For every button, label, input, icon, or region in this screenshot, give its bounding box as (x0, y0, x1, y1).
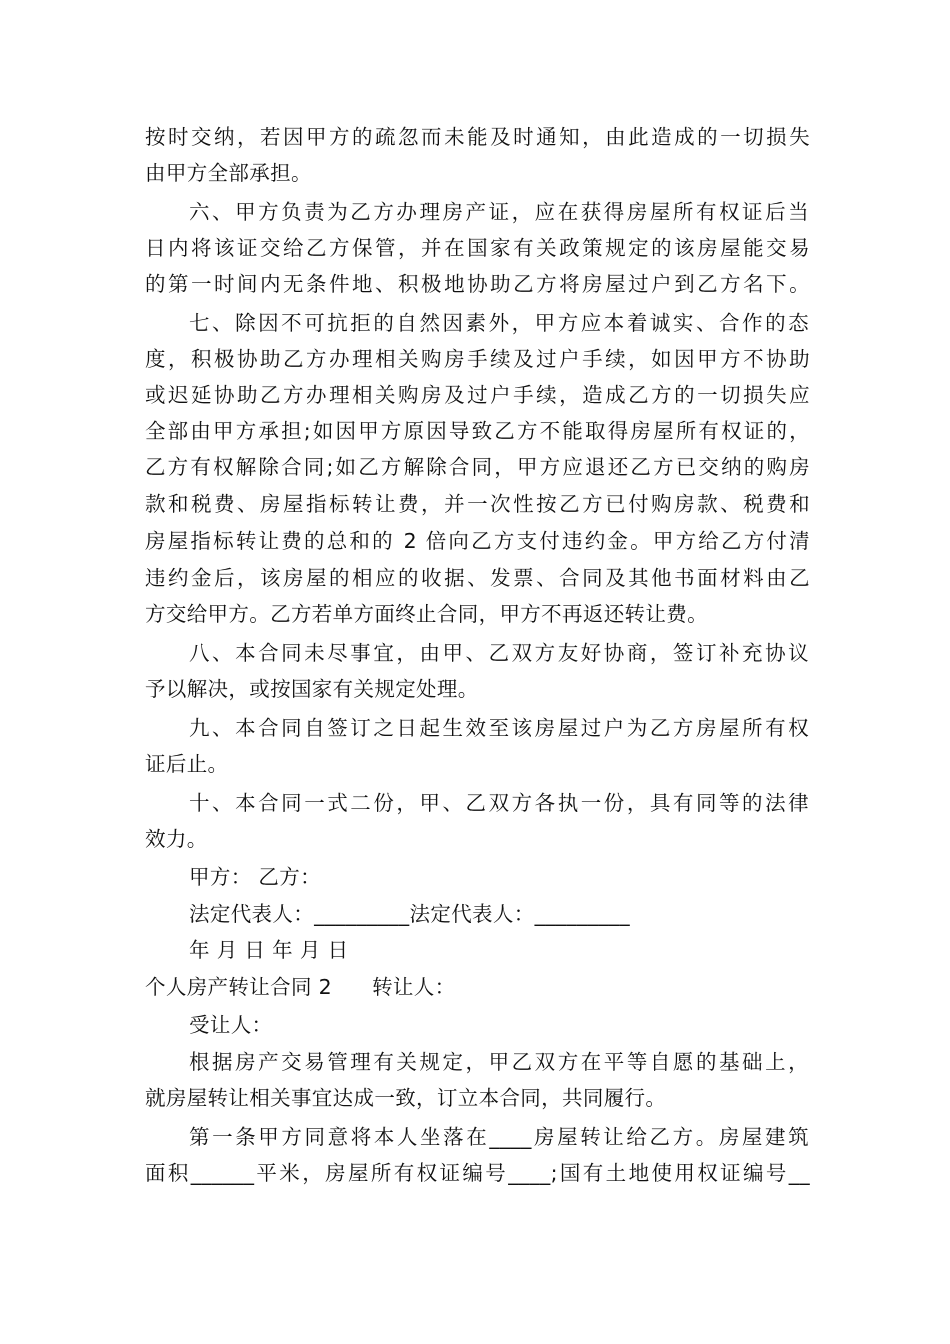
signature-dates: 年 月 日 年 月 日 (189, 938, 349, 962)
text-line: 日内将该证交给乙方保管，并在国家有关政策规定的该房屋能交易 (145, 236, 810, 260)
text-line: 面积______平米，房屋所有权证编号____;国有土地使用权证编号__ (145, 1161, 810, 1185)
contract-title: 个人房产转让合同 2 (145, 975, 333, 999)
text-line: 就房屋转让相关事宜达成一致，订立本合同，共同履行。 (145, 1086, 667, 1110)
text-line: 款和税费、房屋指标转让费，并一次性按乙方已付购房款、税费和 (145, 492, 810, 516)
text-line: 房屋指标转让费的总和的 2 倍向乙方支付违约金。甲方给乙方付清 (145, 529, 810, 553)
text-line: 或迟延协助乙方办理相关购房及过户手续，造成乙方的一切损失应 (145, 383, 810, 407)
text-line: 由甲方全部承担。 (145, 161, 312, 185)
text-line: 第一条甲方同意将本人坐落在____房屋转让给乙方。房屋建筑 (189, 1125, 809, 1149)
contract-heading-row (145, 972, 810, 1002)
legal-representatives: 法定代表人：_________法定代表人：_________ (189, 902, 630, 926)
text-line: 七、除因不可抗拒的自然因素外，甲方应本着诚实、合作的态 (189, 311, 809, 335)
text-line: 八、本合同未尽事宜，由甲、乙双方友好协商，签订补充协议 (189, 641, 809, 665)
text-line: 十、本合同一式二份，甲、乙双方各执一份，具有同等的法律 (189, 791, 809, 815)
text-line: 度，积极协助乙方办理相关购房手续及过户手续，如因甲方不协助 (145, 347, 810, 371)
text-line: 六、甲方负责为乙方办理房产证，应在获得房屋所有权证后当 (189, 200, 809, 224)
text-line: 效力。 (145, 827, 208, 851)
text-line: 根据房产交易管理有关规定，甲乙双方在平等自愿的基础上， (189, 1050, 809, 1074)
text-line: 全部由甲方承担;如因甲方原因导致乙方不能取得房屋所有权证的， (145, 419, 810, 443)
transferee-label: 受让人： (189, 1013, 273, 1037)
text-line: 乙方有权解除合同;如乙方解除合同，甲方应退还乙方已交纳的购房 (145, 455, 810, 479)
text-line: 方交给甲方。乙方若单方面终止合同，甲方不再返还转让费。 (145, 602, 708, 626)
signature-parties: 甲方： 乙方： (189, 865, 321, 889)
text-line: 九、本合同自签订之日起生效至该房屋过户为乙方房屋所有权 (189, 716, 809, 740)
text-line: 违约金后，该房屋的相应的收据、发票、合同及其他书面材料由乙 (145, 566, 810, 590)
text-line: 予以解决，或按国家有关规定处理。 (145, 677, 479, 701)
text-line: 按时交纳，若因甲方的疏忽而未能及时通知，由此造成的一切损失 (145, 125, 810, 149)
text-line: 的第一时间内无条件地、积极地协助乙方将房屋过户到乙方名下。 (145, 272, 810, 296)
transferor-label: 转让人： (372, 975, 456, 999)
text-line: 证后止。 (145, 752, 229, 776)
